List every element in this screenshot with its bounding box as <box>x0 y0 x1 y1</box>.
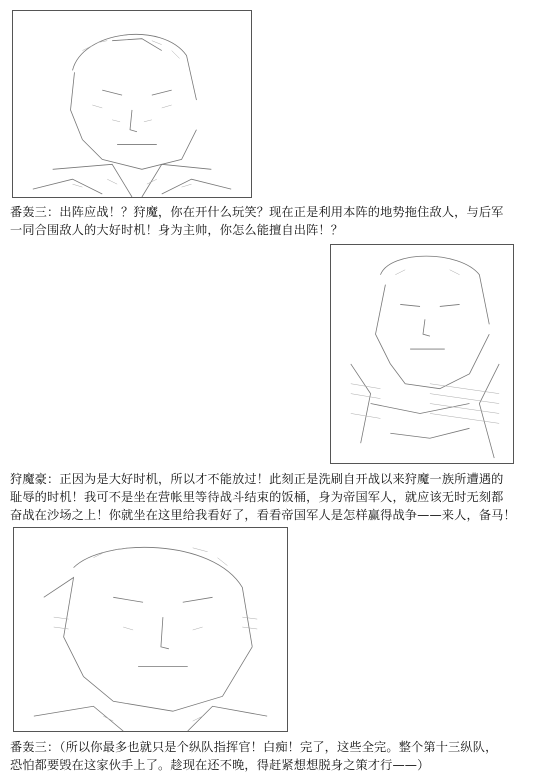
dialogue-line: 耻辱的时机！我可不是坐在营帐里等待战斗结束的饭桶，身为帝国军人，就应该无时无刻都 <box>10 490 504 504</box>
speaker-name: 番轰三： <box>10 205 60 219</box>
dialogue-line: 出阵应战！？狩魔，你在开什么玩笑？现在正是利用本阵的地势拖住敌人，与后军 <box>59 205 504 219</box>
speaker-name: 狩魔豪： <box>10 472 60 486</box>
dialogue-line: （所以你最多也就只是个纵队指挥官！白痴！完了，这些全完。整个第十三纵队， <box>59 740 498 754</box>
dialogue-1 <box>10 203 530 239</box>
dialogue-line: 奋战在沙场之上！你就坐在这里给我看好了，看看帝国军人是怎样赢得战争——来人，备马！ <box>10 508 516 522</box>
ascii-art-portrait-icon <box>14 528 287 731</box>
dialogue-2 <box>10 470 530 524</box>
ascii-art-portrait-icon <box>13 11 251 197</box>
panel-banzai-ascii-art <box>12 10 252 198</box>
speaker-name: 番轰三： <box>10 740 60 754</box>
dialogue-3 <box>10 738 530 774</box>
ascii-art-portrait-icon <box>331 245 513 463</box>
dialogue-line: 一同合围敌人的大好时机！身为主帅，你怎么能擅自出阵！？ <box>10 223 344 237</box>
panel-banzai-closeup-ascii-art <box>13 527 288 732</box>
panel-karuma-ascii-art <box>330 244 514 464</box>
dialogue-line: 正因为是大好时机，所以才不能放过！此刻正是洗刷自开战以来狩魔一族所遭遇的 <box>59 472 504 486</box>
dialogue-line: 恐怕都要毁在这家伙手上了。趁现在还不晚，得赶紧想想脱身之策才行——） <box>10 758 430 772</box>
